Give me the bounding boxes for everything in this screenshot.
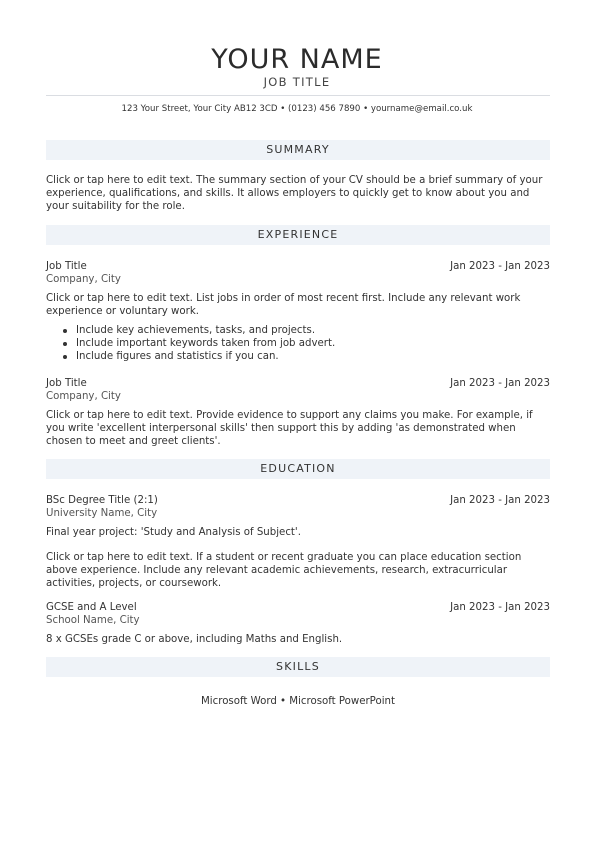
experience-bullet-list — [46, 324, 550, 363]
education-description[interactable]: Click or tap here to edit text. If a student or recent graduate you can place education section above experience. Include any relevant academic achievements, research, extracurricular activities, projects, or coursework. — [46, 552, 522, 589]
education-entry — [46, 494, 550, 590]
section-heading-education: EDUCATION — [46, 459, 550, 479]
candidate-job-title[interactable]: JOB TITLE — [263, 75, 331, 89]
experience-entry-header — [46, 377, 550, 390]
candidate-name[interactable]: YOUR NAME — [211, 44, 383, 75]
skills-list[interactable]: Microsoft Word • Microsoft PowerPoint — [201, 696, 395, 707]
experience-job-title[interactable]: Job Title — [46, 378, 87, 389]
education-project[interactable]: Final year project: 'Study and Analysis of Subject'. — [46, 527, 301, 538]
education-entry — [46, 601, 550, 646]
list-item[interactable]: Include figures and statistics if you can. — [46, 350, 550, 363]
education-dates[interactable]: Jan 2023 - Jan 2023 — [450, 495, 550, 506]
education-dates[interactable]: Jan 2023 - Jan 2023 — [450, 602, 550, 613]
experience-description[interactable]: Click or tap here to edit text. Provide evidence to support any claims you make. For example, if you write 'excellent interpersonal skills' then support this by adding 'as demonstrated when chosen to meet and greet clients'. — [46, 410, 533, 447]
list-item[interactable]: Include important keywords taken from job advert. — [46, 337, 550, 350]
education-description[interactable]: 8 x GCSEs grade C or above, including Maths and English. — [46, 634, 343, 645]
experience-company[interactable]: Company, City — [46, 274, 121, 285]
education-qualification[interactable]: GCSE and A Level — [46, 602, 137, 613]
education-entry-header — [46, 494, 550, 507]
summary-text[interactable]: Click or tap here to edit text. The summary section of your CV should be a brief summary of your experience, qualifications, and skills. It allows employers to quickly get to know about you and your suitability for the role. — [46, 175, 543, 212]
list-item[interactable]: Include key achievements, tasks, and projects. — [46, 324, 550, 337]
experience-job-title[interactable]: Job Title — [46, 261, 87, 272]
header-divider — [46, 95, 550, 96]
experience-company[interactable]: Company, City — [46, 391, 121, 402]
experience-dates[interactable]: Jan 2023 - Jan 2023 — [450, 378, 550, 389]
experience-entry — [46, 260, 550, 363]
education-entry-header — [46, 601, 550, 614]
section-heading-skills: SKILLS — [46, 657, 550, 677]
contact-details[interactable]: 123 Your Street, Your City AB12 3CD • (0123) 456 7890 • yourname@email.co.uk — [121, 104, 473, 114]
section-heading-summary: SUMMARY — [46, 140, 550, 160]
experience-description[interactable]: Click or tap here to edit text. List jobs in order of most recent first. Include any relevant work experience or voluntary work. — [46, 293, 521, 317]
experience-entry-header — [46, 260, 550, 273]
education-qualification[interactable]: BSc Degree Title (2:1) — [46, 495, 158, 506]
education-institution[interactable]: University Name, City — [46, 508, 158, 519]
experience-dates[interactable]: Jan 2023 - Jan 2023 — [450, 261, 550, 272]
section-heading-experience: EXPERIENCE — [46, 225, 550, 245]
education-institution[interactable]: School Name, City — [46, 615, 140, 626]
experience-entry — [46, 377, 550, 448]
